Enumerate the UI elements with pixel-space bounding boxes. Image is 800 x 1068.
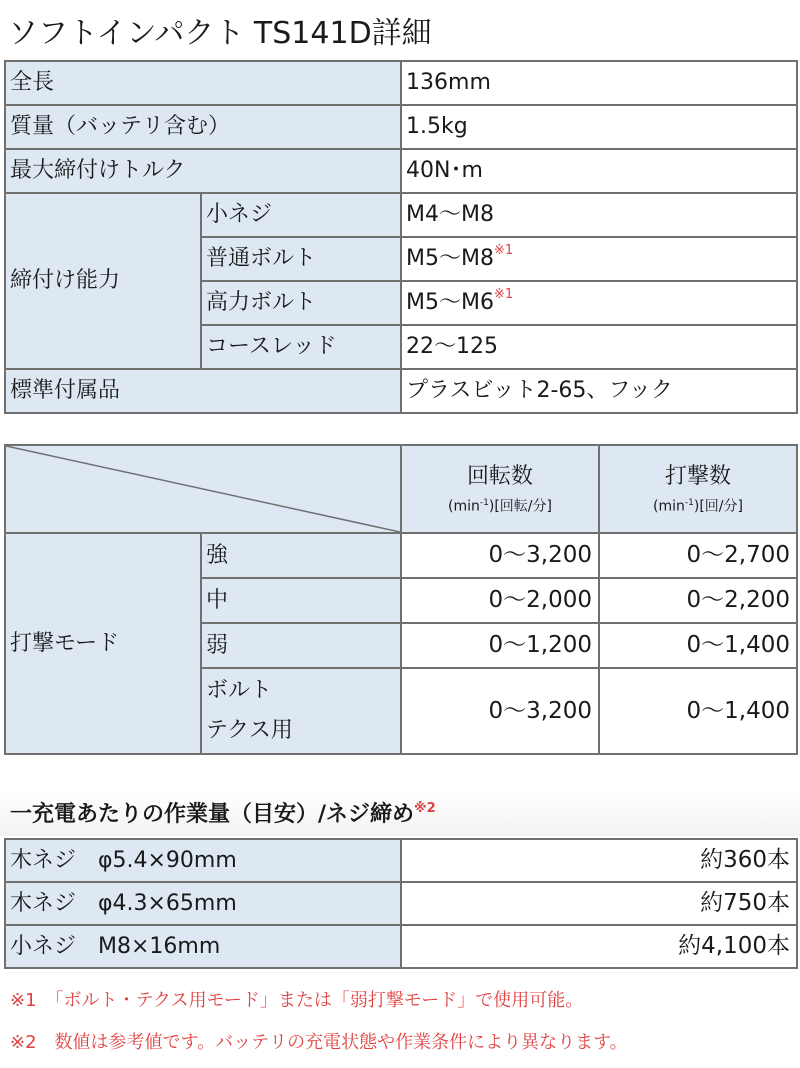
table-row	[5, 61, 797, 105]
capacity-value-text: M5〜M6	[406, 290, 494, 315]
table-row	[5, 149, 797, 193]
table-row	[5, 839, 797, 882]
table-row	[5, 193, 797, 237]
accessories-value: プラスビット2-65、フック	[401, 369, 797, 413]
spec-table	[4, 60, 798, 414]
capacity-row-value	[401, 193, 797, 237]
rpm-value: 0〜1,200	[401, 623, 599, 668]
ipm-value: 0〜1,400	[599, 668, 797, 754]
table-row	[5, 369, 797, 413]
rpm-value: 0〜3,200	[401, 533, 599, 578]
mode-table	[4, 444, 798, 755]
table-row	[5, 533, 797, 578]
ipm-value: 0〜1,400	[599, 623, 797, 668]
rpm-value: 0〜3,200	[401, 668, 599, 754]
capacity-row-label: 高力ボルト	[201, 281, 401, 325]
table-row	[5, 882, 797, 925]
ipm-header	[599, 445, 797, 533]
mode-label: 弱	[201, 623, 401, 668]
mode-group-label: 打撃モード	[5, 533, 201, 754]
capacity-label: 締付け能力	[5, 193, 201, 369]
unit-text: )[回/分]	[693, 498, 743, 515]
work-label: 小ネジ M8×16mm	[5, 925, 401, 968]
diagonal-header-cell	[5, 445, 401, 533]
rpm-header	[401, 445, 599, 533]
note-mark: ※1	[493, 287, 514, 302]
work-section-title	[0, 794, 800, 836]
rpm-header-title: 回転数	[466, 464, 533, 490]
torque-label: 最大締付けトルク	[5, 149, 401, 193]
diagonal-line	[6, 446, 400, 532]
mode-label-line: テクス用	[206, 718, 293, 743]
accessories-label: 標準付属品	[5, 369, 401, 413]
note-mark: ※1	[493, 243, 514, 258]
mass-value: 1.5kg	[401, 105, 797, 149]
mode-label-line: ボルト	[206, 678, 273, 703]
capacity-row-label: 小ネジ	[201, 193, 401, 237]
work-value: 約4,100本	[401, 925, 797, 968]
mode-label	[201, 668, 401, 754]
table-row	[5, 105, 797, 149]
mode-label: 強	[201, 533, 401, 578]
torque-value: 40N･m	[401, 149, 797, 193]
footnote-2: ※2 数値は参考値です。バッテリの充電状態や作業条件により異なります。	[10, 1032, 628, 1053]
ipm-value: 0〜2,200	[599, 578, 797, 623]
rpm-header-unit	[402, 492, 598, 522]
rpm-value: 0〜2,000	[401, 578, 599, 623]
work-title-text: 一充電あたりの作業量（目安）/ネジ締め	[10, 802, 415, 827]
page-title: ソフトインパクト TS141D詳細	[8, 16, 432, 51]
capacity-value-text: M4〜M8	[406, 202, 494, 227]
capacity-row-label: 普通ボルト	[201, 237, 401, 281]
unit-sup: -1	[684, 498, 694, 509]
work-label: 木ネジ φ5.4×90mm	[5, 839, 401, 882]
capacity-row-value	[401, 325, 797, 369]
mass-label: 質量（バッテリ含む）	[5, 105, 401, 149]
unit-text: (min	[653, 498, 685, 515]
unit-text: (min	[448, 498, 480, 515]
mode-label: 中	[201, 578, 401, 623]
ipm-header-title: 打撃数	[664, 464, 731, 490]
work-table	[4, 838, 798, 969]
capacity-value-text: M5〜M8	[406, 246, 494, 271]
table-header-row	[5, 445, 797, 533]
note-mark: ※2	[414, 801, 436, 816]
work-value: 約360本	[401, 839, 797, 882]
capacity-row-value	[401, 237, 797, 281]
work-label: 木ネジ φ4.3×65mm	[5, 882, 401, 925]
table-row	[5, 925, 797, 968]
capacity-value-text: 22〜125	[406, 334, 499, 359]
length-value: 136mm	[401, 61, 797, 105]
unit-text: )[回転/分]	[488, 498, 552, 515]
capacity-row-label: コースレッド	[201, 325, 401, 369]
work-value: 約750本	[401, 882, 797, 925]
footnote-1: ※1 「ボルト・テクス用モード」または「弱打撃モード」で使用可能。	[10, 990, 584, 1011]
capacity-row-value	[401, 281, 797, 325]
length-label: 全長	[5, 61, 401, 105]
ipm-header-unit	[600, 492, 796, 522]
unit-sup: -1	[479, 498, 489, 509]
ipm-value: 0〜2,700	[599, 533, 797, 578]
